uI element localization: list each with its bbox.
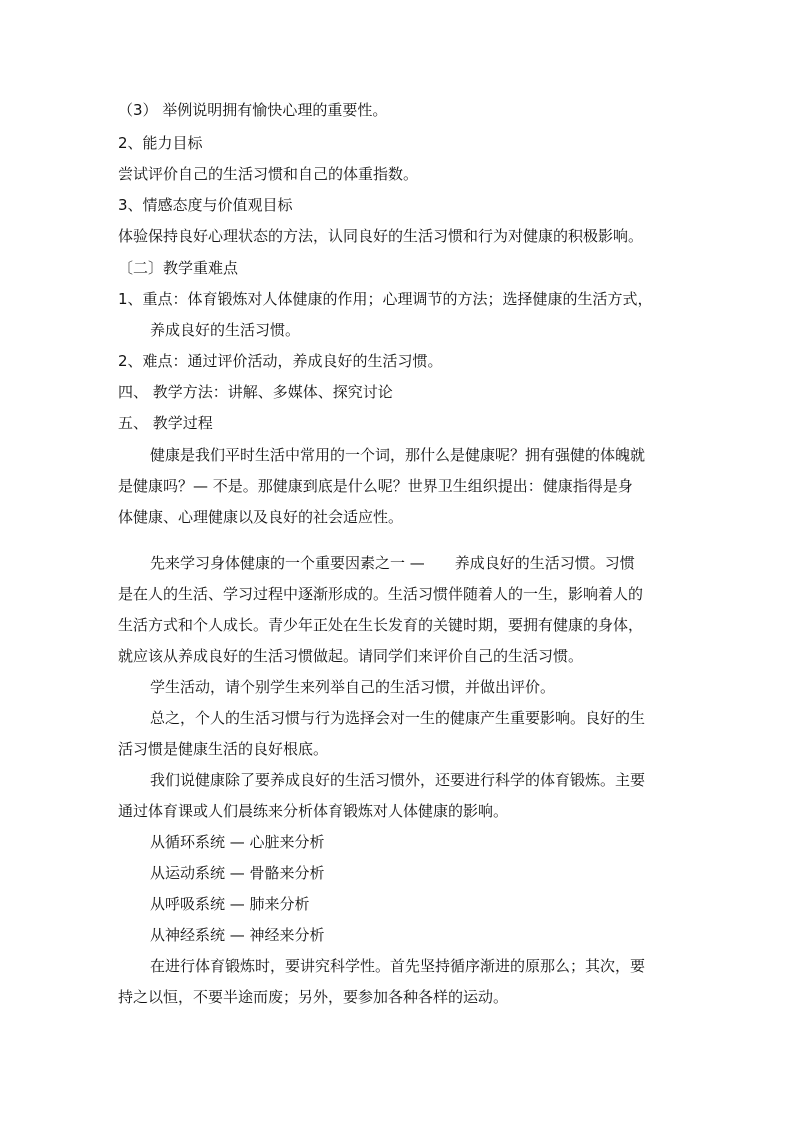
heading-teaching-methods: 四、 教学方法：讲解、多媒体、探究讨论 xyxy=(118,383,393,401)
paragraph-1-line-3: 体健康、心理健康以及良好的社会适应性。 xyxy=(118,508,404,526)
heading-teaching-process: 五、 教学过程 xyxy=(118,414,213,432)
objective-item-3: （3） 举例说明拥有愉快心理的重要性。 xyxy=(118,101,388,119)
key-points-line-1: 1、重点：体育锻炼对人体健康的作用；心理调节的方法；选择健康的生活方式， xyxy=(118,290,653,308)
paragraph-2-line-1-part-a: 先来学习身体健康的一个重要因素之一 — xyxy=(150,554,425,572)
paragraph-3-line-2: 活习惯是健康生活的良好根底。 xyxy=(118,740,329,758)
paragraph-1-line-1: 健康是我们平时生活中常用的一个词，那什么是健康呢？拥有强健的体魄就 xyxy=(150,446,646,464)
analysis-circulatory: 从循环系统 — 心脏来分析 xyxy=(150,833,325,851)
paragraph-5-line-1: 在进行体育锻炼时，要讲究科学性。首先坚持循序渐进的原那么；其次，要 xyxy=(150,957,646,975)
key-points-line-2: 养成良好的生活习惯。 xyxy=(150,321,301,339)
paragraph-4-line-1: 我们说健康除了要养成良好的生活习惯外，还要进行科学的体育锻炼。主要 xyxy=(150,771,646,789)
paragraph-2-line-1-part-b: 养成良好的生活习惯。习惯 xyxy=(454,554,635,572)
analysis-respiratory: 从呼吸系统 — 肺来分析 xyxy=(150,895,310,913)
student-activity: 学生活动，请个别学生来列举自己的生活习惯，并做出评价。 xyxy=(150,678,556,696)
paragraph-2-line-3: 生活方式和个人成长。青少年正处在生长发育的关键时期，要拥有健康的身体， xyxy=(118,616,644,634)
paragraph-5-line-2: 持之以恒，不要半途而废；另外，要参加各种各样的运动。 xyxy=(118,988,509,1006)
heading-attitude-objective: 3、情感态度与价值观目标 xyxy=(118,196,293,214)
attitude-objective-text: 体验保持良好心理状态的方法，认同良好的生活习惯和行为对健康的积极影响。 xyxy=(118,227,644,245)
paragraph-4-line-2: 通过体育课或人们晨练来分析体育锻炼对人体健康的影响。 xyxy=(118,802,509,820)
paragraph-2-line-2: 是在人的生活、学习过程中逐渐形成的。生活习惯伴随着人的一生，影响着人的 xyxy=(118,585,644,603)
heading-key-difficulties: 〔二〕教学重难点 xyxy=(118,259,239,277)
heading-ability-objective: 2、能力目标 xyxy=(118,134,203,152)
difficult-points: 2、难点：通过评价活动，养成良好的生活习惯。 xyxy=(118,352,443,370)
analysis-motor: 从运动系统 — 骨骼来分析 xyxy=(150,864,325,882)
analysis-nervous: 从神经系统 — 神经来分析 xyxy=(150,926,325,944)
paragraph-2-line-1 xyxy=(150,553,698,573)
paragraph-3-line-1: 总之，个人的生活习惯与行为选择会对一生的健康产生重要影响。良好的生 xyxy=(150,709,646,727)
ability-objective-text: 尝试评价自己的生活习惯和自己的体重指数。 xyxy=(118,165,419,183)
paragraph-2-line-4: 就应该从养成良好的生活习惯做起。请同学们来评价自己的生活习惯。 xyxy=(118,647,584,665)
paragraph-1-line-2: 是健康吗？— 不是。那健康到底是什么呢？世界卫生组织提出：健康指得是身 xyxy=(118,477,633,495)
